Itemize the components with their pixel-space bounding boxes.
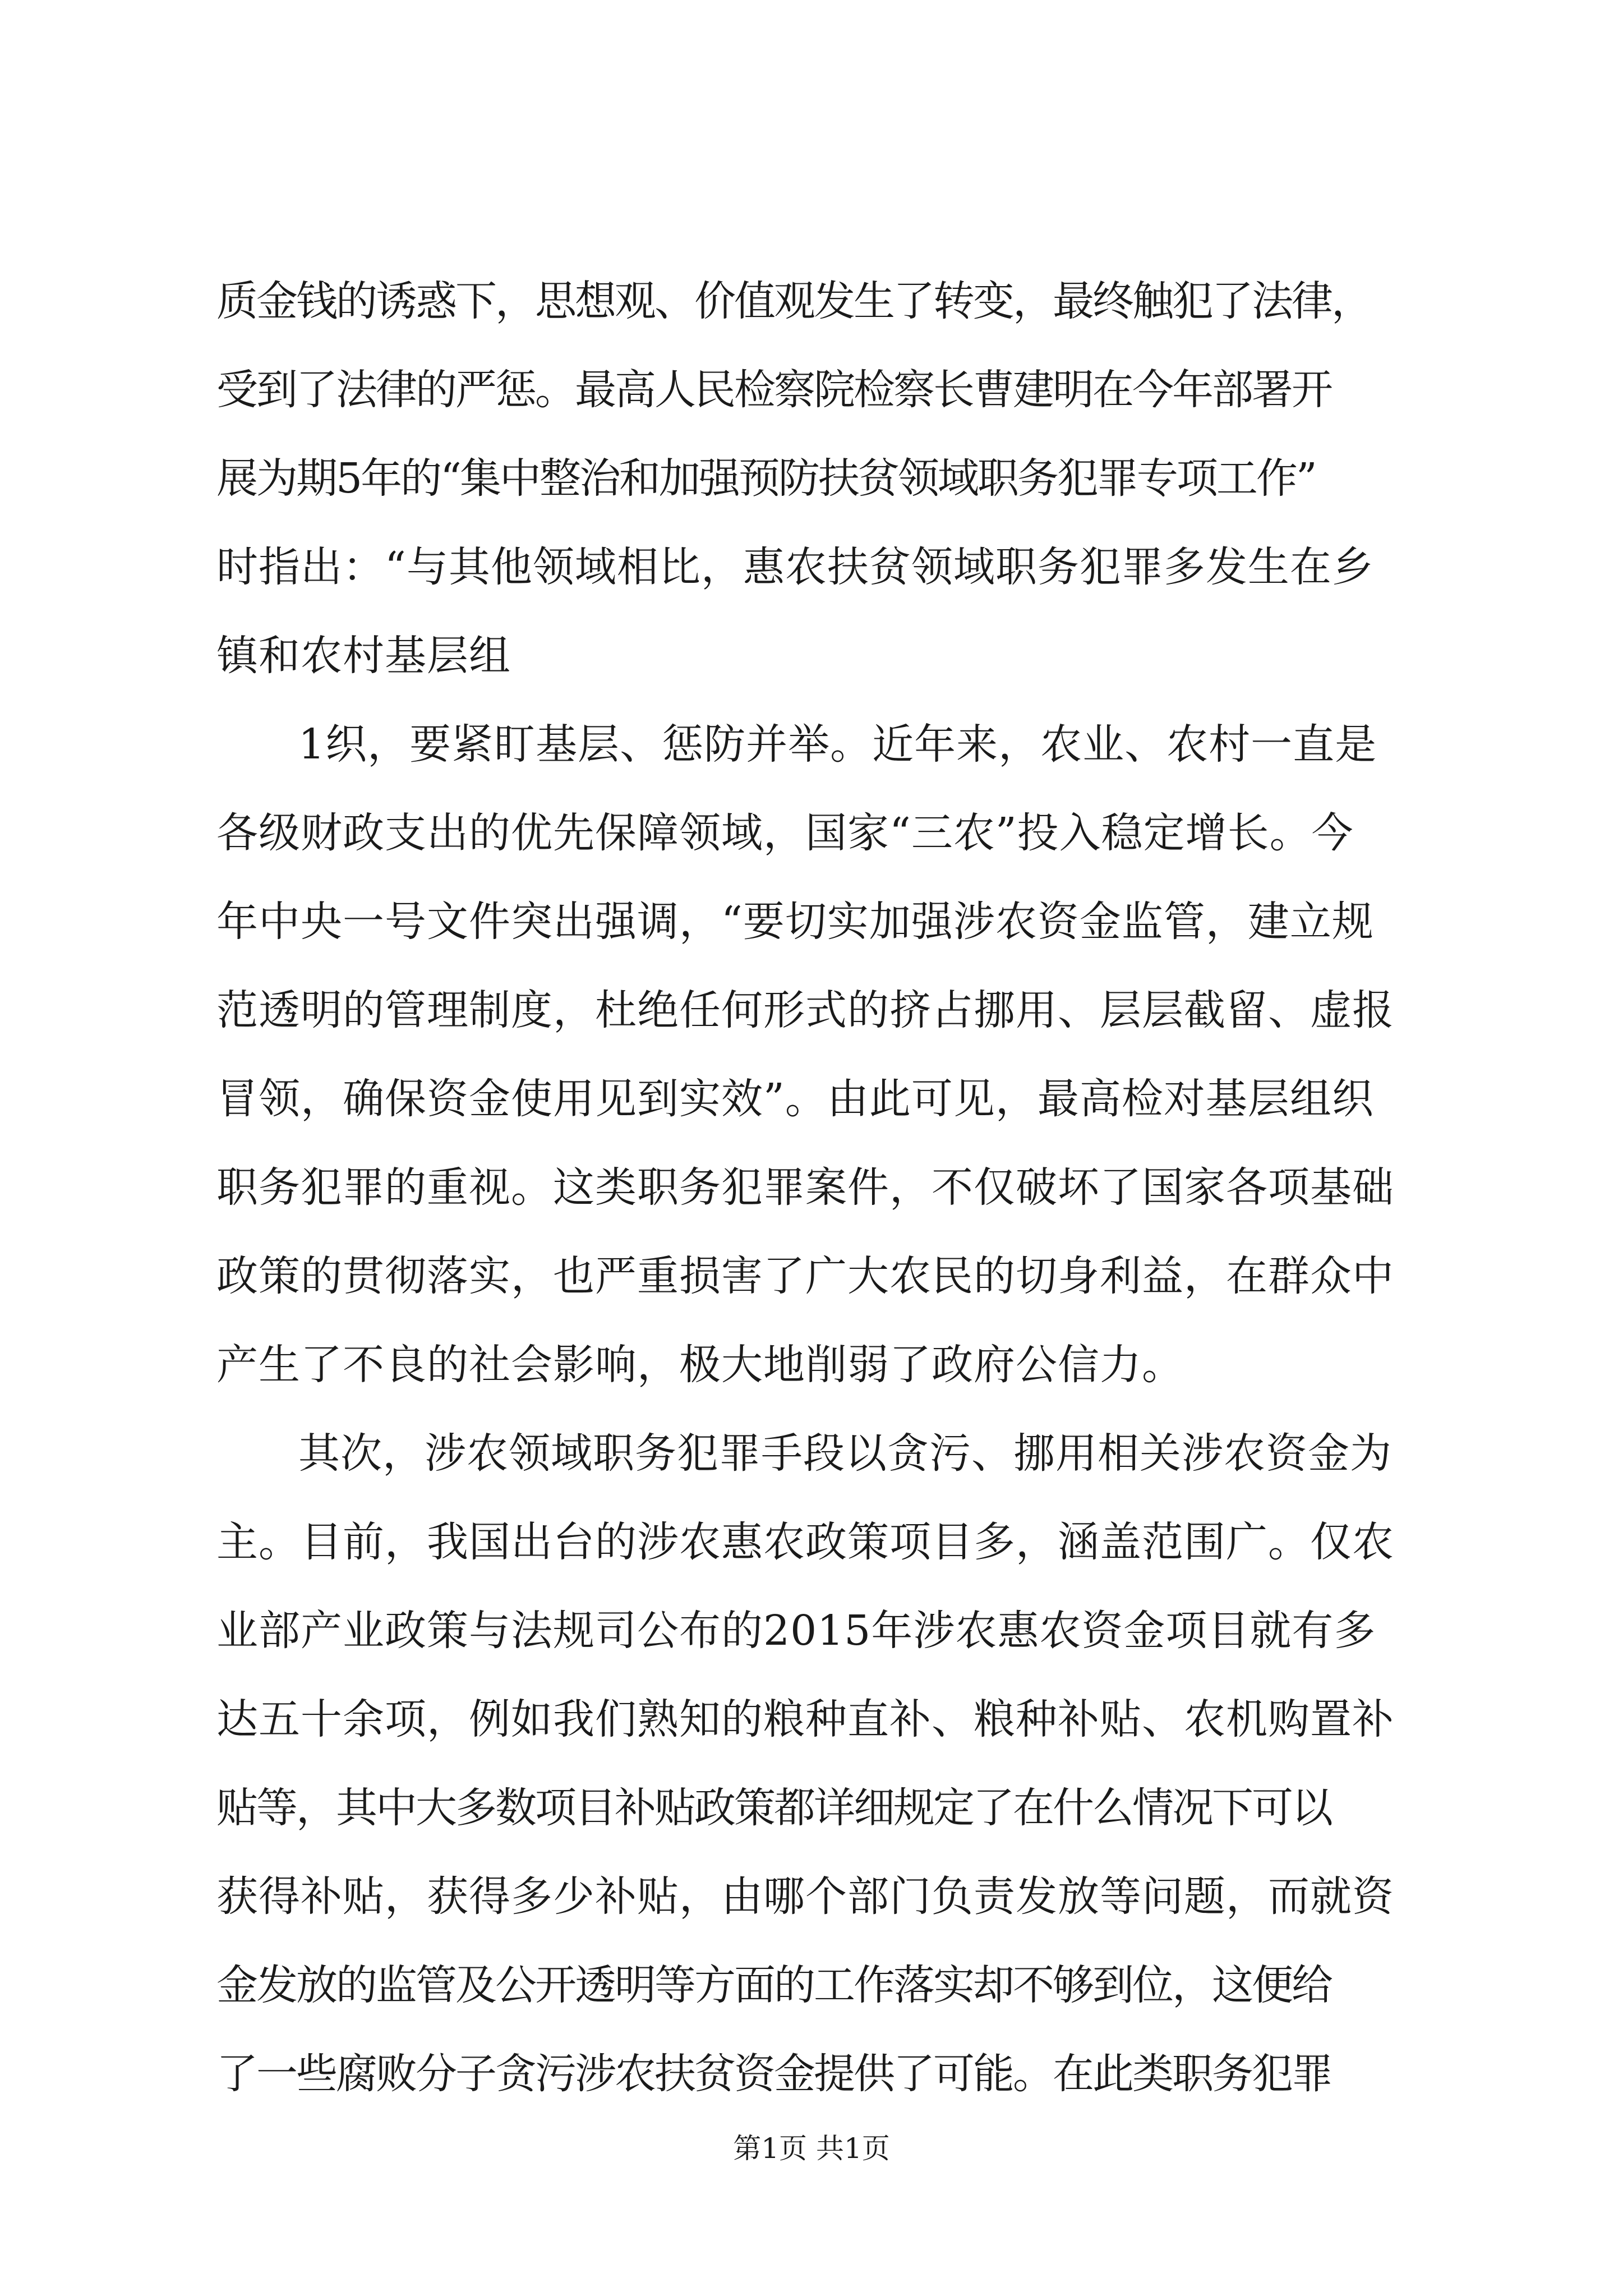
text-line: 时指出：“与其他领域相比，惠农扶贫领域职务犯罪多发生在乡: [216, 543, 1374, 591]
paragraph-start-line: 其次，涉农领域职务犯罪手段以贪污、挪用相关涉农资金为: [298, 1429, 1392, 1478]
text-line: 质金钱的诱惑下，思想观、价值观发生了转变，最终触犯了法律，: [216, 277, 1371, 325]
text-line: 年中央一号文件突出强调，“要切实加强涉农资金监管，建立规: [216, 898, 1374, 946]
text-line: 金发放的监管及公开透明等方面的工作落实却不够到位，这便给: [216, 1961, 1331, 2009]
text-line: 展为期5年的“集中整治和加强预防扶贫领域职务犯罪专项工作”: [216, 454, 1316, 503]
text-line: 镇和农村基层组: [216, 632, 511, 680]
text-line: 范透明的管理制度，杜绝任何形式的挤占挪用、层层截留、虚报: [216, 986, 1394, 1034]
text-line: 产生了不良的社会影响，极大地削弱了政府公信力。: [216, 1341, 1184, 1389]
text-line: 主。目前，我国出台的涉农惠农政策项目多，涵盖范围广。仅农: [216, 1518, 1394, 1566]
text-line: 获得补贴，获得多少补贴，由哪个部门负责发放等问题，而就资: [216, 1872, 1394, 1921]
text-line: 达五十余项，例如我们熟知的粮种直补、粮种补贴、农机购置补: [216, 1695, 1394, 1743]
text-line: 受到了法律的严惩。最高人民检察院检察长曹建明在今年部署开: [216, 366, 1331, 414]
text-line: 贴等，其中大多数项目补贴政策都详细规定了在什么情况下可以: [216, 1784, 1331, 1832]
text-line: 职务犯罪的重视。这类职务犯罪案件，不仅破坏了国家各项基础: [216, 1163, 1394, 1212]
document-body: [216, 257, 1411, 2118]
text-line: 了一些腐败分子贪污涉农扶贫资金提供了可能。在此类职务犯罪: [216, 2050, 1331, 2098]
text-line: 各级财政支出的优先保障领域，国家“三农”投入稳定增长。今: [216, 809, 1354, 857]
text-line: 业部产业政策与法规司公布的2015年涉农惠农资金项目就有多: [216, 1607, 1376, 1655]
text-line: 冒领，确保资金使用见到实效”。由此可见，最高检对基层组织: [216, 1075, 1374, 1123]
text-line: 政策的贯彻落实，也严重损害了广大农民的切身利益，在群众中: [216, 1252, 1394, 1300]
paragraph-start-line: 1织，要紧盯基层、惩防并举。近年来，农业、农村一直是: [298, 720, 1377, 769]
page-number-footer: 第1页 共1页: [733, 2132, 890, 2165]
